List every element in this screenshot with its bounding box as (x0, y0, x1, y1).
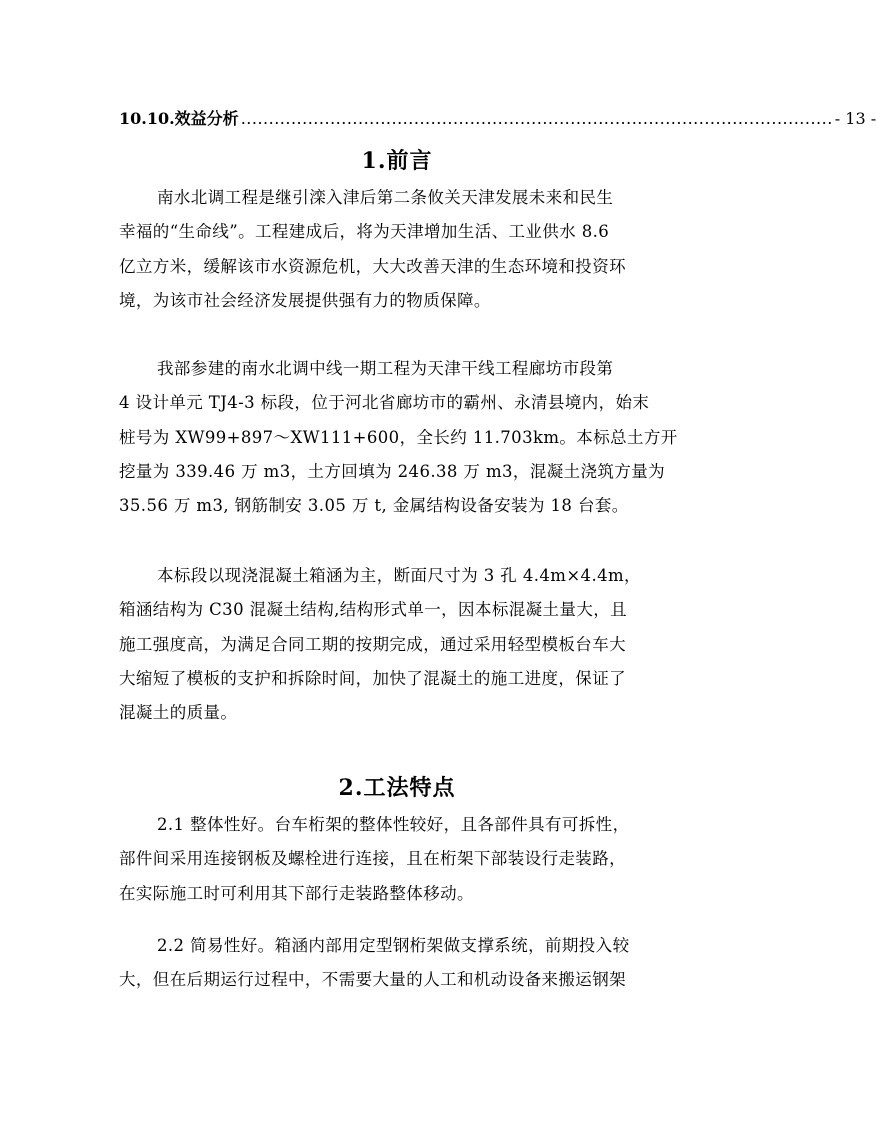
toc-entry[interactable] (119, 106, 876, 132)
paragraph (119, 352, 678, 523)
text-line: 混凝土的质量。 (119, 703, 238, 723)
text-line: 4 设计单元 TJ4-3 标段，位于河北省廊坊市的霸州、永清县境内，始末 (119, 393, 650, 413)
section-heading-features: 2.工法特点 (338, 775, 456, 801)
text-line: 大缩短了模板的支护和拆除时间，加快了混凝土的施工进度，保证了 (119, 668, 626, 688)
text-line: 箱涵结构为 C30 混凝土结构,结构形式单一，因本标混凝土量大，且 (119, 600, 628, 620)
text-line: 南水北调工程是继引滦入津后第二条攸关天津发展未来和民生 (157, 188, 614, 207)
toc-leader-dots: .......................................................................................................... (240, 109, 833, 128)
paragraph (119, 808, 675, 911)
text-line: 幸福的“生命线”。工程建成后，将为天津增加生活、工业供水 8.6 (119, 222, 610, 242)
text-line: 境，为该市社会经济发展提供强有力的物质保障。 (119, 290, 491, 310)
text-line: 桩号为 XW99+897～XW111+600，全长约 11.703km。本标总土方开 (119, 427, 678, 447)
text-line: 35.56 万 m3, 钢筋制安 3.05 万 t, 金属结构设备安装为 18 台套。 (119, 496, 629, 516)
section-heading-preface: 1.前言 (361, 148, 433, 174)
paragraph (119, 181, 675, 318)
toc-page-number: - 13 - (834, 109, 876, 128)
text-line: 2.1 整体性好。台车桁架的整体性较好，且各部件具有可拆性， (157, 815, 630, 834)
toc-title: 10.10.效益分析 (119, 109, 239, 128)
text-line: 部件间采用连接钢板及螺栓进行连接，且在桁架下部装设行走装路， (119, 849, 626, 869)
text-line: 我部参建的南水北调中线一期工程为天津干线工程廊坊市段第 (157, 359, 614, 378)
text-line: 挖量为 339.46 万 m3，土方回填为 246.38 万 m3，混凝土浇筑方量为 (119, 461, 666, 481)
text-line: 在实际施工时可利用其下部行走装路整体移动。 (119, 883, 474, 903)
text-line: 本标段以现浇混凝土箱涵为主，断面尺寸为 3 孔 4.4m×4.4m， (157, 566, 641, 585)
text-line: 大，但在后期运行过程中，不需要大量的人工和机动设备来搬运钢架 (119, 970, 626, 990)
paragraph (119, 929, 675, 998)
text-line: 亿立方米，缓解该市水资源危机，大大改善天津的生态环境和投资环 (119, 256, 626, 276)
paragraph (119, 559, 675, 730)
text-line: 2.2 简易性好。箱涵内部用定型钢桁架做支撑系统，前期投入较 (157, 936, 630, 955)
text-line: 施工强度高，为满足合同工期的按期完成，通过采用轻型模板台车大 (119, 634, 626, 654)
